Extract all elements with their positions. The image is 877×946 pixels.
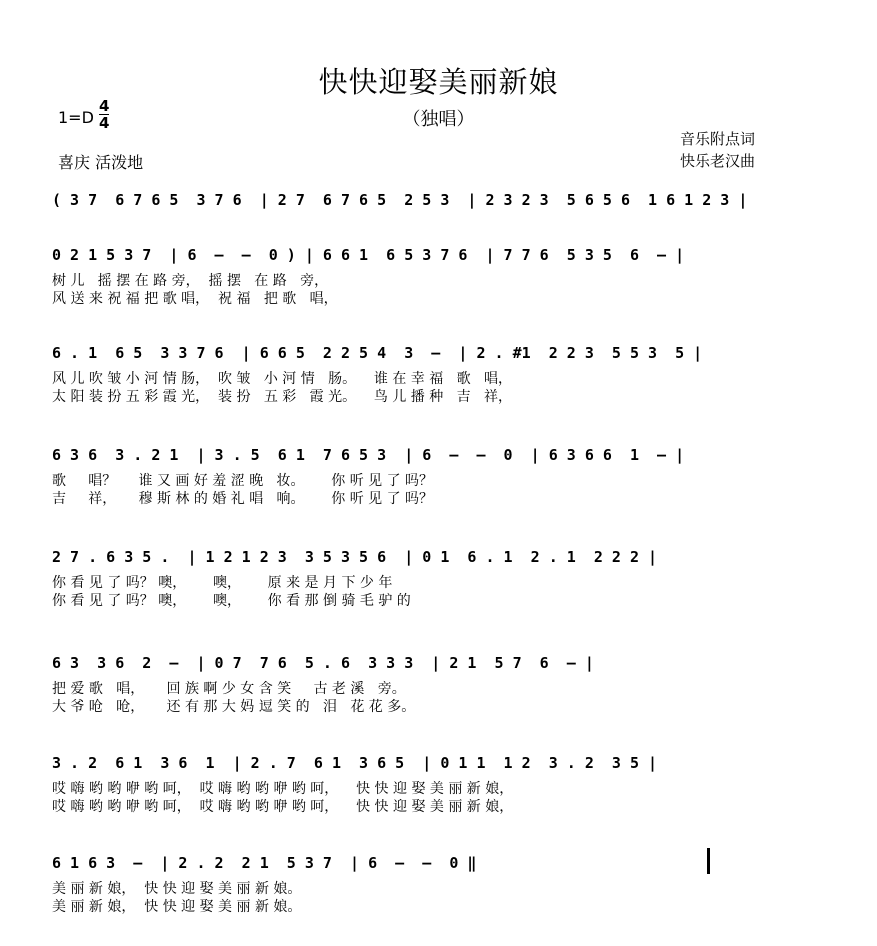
notation-text: 2 7 . 6 3 5 . | 1 2 1 2 3 3 5 3 5 6 | 0 1 6 . 1 2 . 1 2 2 2 | — [52, 548, 658, 566]
lyric-line-2: 大 爷 呛 呛， 还 有 那 大 妈 逗 笑 的 泪 花 花 多。 — [52, 699, 416, 715]
page-title: 快快迎娶美丽新娘 — [318, 65, 559, 99]
lyric-line-2: 风 送 来 祝 福 把 歌 唱， 祝 福 把 歌 唱， — [52, 291, 338, 307]
lyric-line-1: 你 看 见 了 吗？ 噢， 噢， 原 来 是 月 下 少 年 — [52, 575, 393, 591]
lyric-line-1: 哎 嗨 哟 哟 咿 哟 呵， 哎 嗨 哟 哟 咿 哟 呵， 快 快 迎 娶 美 丽 新 娘， — [52, 781, 514, 797]
notation-text: ( 3 7 6 7 6 5 3 7 6 | 2 7 6 7 6 5 2 5 3 | 2 3 2 3 5 6 5 6 1 6 1 2 3 | — [52, 191, 748, 209]
lyric-line-1: 把 爱 歌 唱， 回 族 啊 少 女 含 笑 古 老 溪 旁。 — [52, 681, 406, 697]
time-signature — [99, 98, 109, 131]
time-top: 4 — [99, 97, 110, 115]
lyric-line-1: 树 儿 摇 摆 在 路 旁， 摇 摆 在 路 旁， — [52, 273, 329, 289]
lyric-line-2: 哎 嗨 哟 哟 咿 哟 呵， 哎 嗨 哟 哟 咿 哟 呵， 快 快 迎 娶 美 丽 新 娘， — [52, 799, 514, 815]
final-barline — [707, 848, 710, 874]
lyric-line-1: 风 儿 吹 皱 小 河 情 肠， 吹 皱 小 河 情 肠。 谁 在 幸 福 歌 唱， — [52, 371, 512, 387]
lyric-line-2: 吉 祥， 穆 斯 林 的 婚 礼 唱 响。 你 听 见 了 吗？ — [52, 491, 434, 507]
lyric-line-2: 太 阳 装 扮 五 彩 霞 光， 装 扮 五 彩 霞 光。 鸟 儿 播 种 吉 祥， — [52, 389, 512, 405]
time-bottom: 4 — [99, 114, 110, 132]
lyric-line-2: 美 丽 新 娘， 快 快 迎 娶 美 丽 新 娘。 — [52, 899, 302, 915]
notation-text: 6 3 6 3 . 2 1 | 3 . 5 6 1 7 6 5 3 | 6 – – 0 | 6 3 6 6 1 – | — [52, 446, 685, 464]
key-signature: 1=D — [58, 108, 94, 127]
tempo-marking: 喜庆 活泼地 — [58, 153, 144, 172]
notation-text: 0 2 1 5 3 7 | 6 – – 0 ) | 6 6 1 6 5 3 7 6 | 7 7 6 5 3 5 6 – | — [52, 246, 685, 264]
lyric-line-2: 你 看 见 了 吗？ 噢， 噢， 你 看 那 倒 骑 毛 驴 的 — [52, 593, 411, 609]
notation-text: 6 . 1 6 5 3 3 7 6 | 6 6 5 2 2 5 4 3 – | 2 . #1 2 2 3 5 5 3 5 | — [52, 344, 703, 362]
lyric-line-1: 歌 唱？ 谁 又 画 好 羞 涩 晚 妆。 你 听 见 了 吗？ — [52, 473, 434, 489]
notation-text: 6 1 6 3 – | 2 . 2 2 1 5 3 7 | 6 – – 0 ‖ — [52, 854, 477, 872]
page-subtitle: （独唱） — [402, 109, 475, 130]
lyric-line-1: 美 丽 新 娘， 快 快 迎 娶 美 丽 新 娘。 — [52, 881, 302, 897]
composer-credit: 快乐老汉曲 — [680, 152, 756, 170]
lyricist-credit: 音乐附点词 — [680, 130, 756, 148]
notation-text: 3 . 2 6 1 3 6 1 | 2 . 7 6 1 3 6 5 | 0 1 1 1 2 3 . 2 3 5 | — [52, 754, 658, 772]
notation-text: 6 3 3 6 2 – | 0 7 7 6 5 . 6 3 3 3 | 2 1 5 7 6 – | — [52, 654, 594, 672]
notation-line — [0, 185, 877, 225]
